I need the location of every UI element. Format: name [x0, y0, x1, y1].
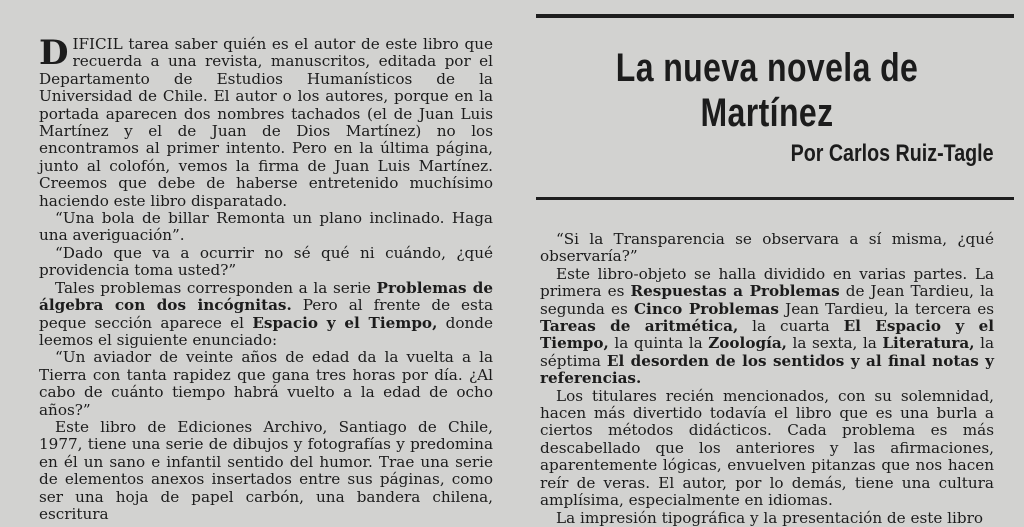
quote-billiard: “Una bola de billar Remonta un plano inclinado. Haga una averiguación”.: [39, 209, 493, 245]
bold-section-title: El Espacio y el Tiempo,: [540, 317, 995, 353]
drop-cap: D: [39, 33, 69, 73]
right-text-column: [540, 231, 994, 527]
paragraph-intro-text: IFICIL tarea saber quién es el autor de este libro que recuerda a una revista, manuscritos, editada por el Departamento de Estudios Humanísticos de la Universidad de Chile. El autor o los autores, porque en la portada aparecen dos nombres tachados (el de Juan Luis Martínez y el de Juan de Dios Martínez) no los encontramos al primer intento. Pero en la última página, junto al colofón, vemos la firma de Juan Luis Martínez. Creemos que debe de haberse entretenido muchísimo haciendo este libro disparatado.: [39, 35, 493, 210]
text-run: la sexta, la: [786, 334, 883, 353]
bold-section-title: Problemas de álgebra con dos incógnitas.: [39, 278, 494, 315]
article-byline: Por Carlos Ruiz-Tagle: [790, 140, 994, 167]
text-run: Tales problemas corresponden a la serie: [55, 278, 377, 297]
bold-section-title: El desorden de los sentidos y al final notas y referencias.: [540, 351, 994, 388]
bold-section-title: Zoología,: [708, 334, 787, 353]
bottom-rule: [536, 197, 1014, 200]
text-run: Pero al frente de esta peque sección aparece el: [39, 296, 493, 332]
text-run: de Jean Tardieu, la segunda es: [540, 282, 994, 318]
paragraph-printing: La impresión tipográfica y la presentación de este libro: [556, 508, 984, 527]
top-rule: [536, 14, 1014, 18]
paragraph-intro: [39, 33, 493, 210]
text-run: Este libro-objeto se halla dividido en varias partes. La primera es: [540, 264, 994, 301]
quote-providence: “Dado que va a ocurrir no sé qué ni cuándo, ¿qué providencia toma usted?”: [39, 243, 493, 280]
text-run: Jean Tardieu, la tercera es: [778, 299, 994, 318]
text-run: la cuarta: [738, 317, 844, 336]
bold-section-title: Tareas de aritmética,: [540, 317, 739, 336]
bold-section-title: Respuestas a Problemas: [630, 282, 840, 301]
text-run: donde leemos el siguiente enunciado:: [39, 313, 493, 349]
paragraph-titles: Los titulares recién mencionados, con su solemnidad, hacen más divertido todavía el libro que es una burla a ciertos métodos didácticos. Cada problema es más descabellado que los anteriores y las afirmaciones, aparentemente lógicas, envuelven pitanzas que nos hacen reír de veras. El autor, por lo demás, tiene una cultura amplísima, especialmente en idiomas.: [540, 386, 994, 510]
text-run: la quinta la: [608, 334, 709, 353]
bold-section-title: Cinco Problemas: [633, 299, 779, 318]
text-run: la séptima: [540, 334, 995, 370]
bold-section-title: Espacio y el Tiempo,: [252, 313, 438, 332]
paragraph-algebra: [39, 280, 493, 350]
quote-aviator: “Un aviador de veinte años de edad da la vuelta a la Tierra con tanta rapidez que gana tres horas por día. ¿Al cabo de cuánto tiempo habrá vuelto a la edad de ocho años?”: [39, 348, 493, 419]
paragraph-ediciones: Este libro de Ediciones Archivo, Santiago de Chile, 1977, tiene una serie de dibujos y fotografías y predomina en él un sano e infantil sentido del humor. Trae una serie de elementos anexos insertados entre sus páginas, como ser una hoja de papel carbón, una bandera chilena, escritura: [39, 417, 493, 523]
bold-section-title: Literatura,: [882, 334, 975, 353]
article-headline: La nueva novela de Martínez: [615, 46, 919, 135]
quote-transparency: “Si la Transparencia se observara a sí misma, ¿qué observaría?”: [540, 230, 994, 266]
left-text-column: [39, 33, 494, 523]
paragraph-parts: [540, 266, 994, 388]
